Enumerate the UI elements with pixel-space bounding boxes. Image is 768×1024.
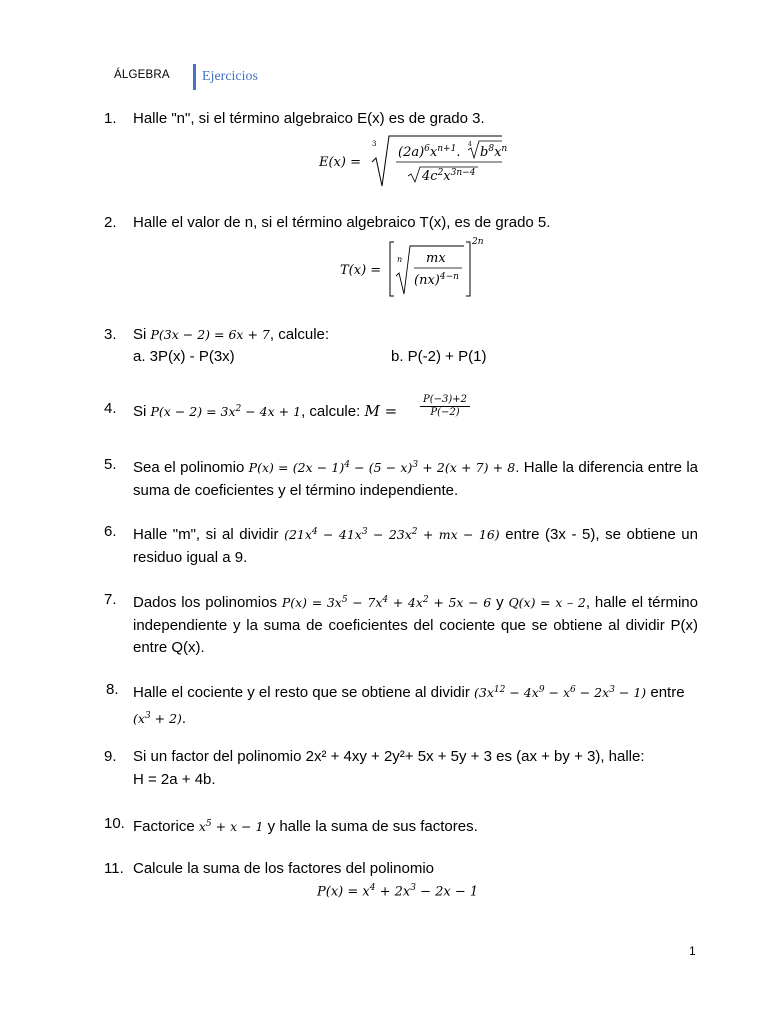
exercise-text-tail: entre (3x - 5), se obtiene un residuo igual a 9. xyxy=(133,526,698,566)
exercise-number: 2. xyxy=(104,214,117,231)
exercise-text-lead: Halle "m", si al dividir xyxy=(133,526,285,544)
exercise-3 xyxy=(104,324,698,365)
exercise-number: 10. xyxy=(104,815,125,832)
exercise-line-2: H = 2a + 4b. xyxy=(133,770,216,788)
exercise-text-tail: . Halle la diferencia entre la suma de coeficientes y el término independiente. xyxy=(133,459,698,499)
math-q: Q(x) = x – 2 xyxy=(508,595,586,611)
math-divisor: $(x^3 + 2)$ xyxy=(133,710,182,726)
exercise-number: 5. xyxy=(104,456,117,473)
header-section: Ejercicios xyxy=(202,69,258,84)
exercise-6 xyxy=(104,521,698,569)
exercise-number: 6. xyxy=(104,523,117,540)
exercise-4 xyxy=(104,398,698,424)
fraction-m: P(−3)+2 P(−2) xyxy=(420,394,470,418)
exercise-text-lead: Factorice xyxy=(133,818,199,836)
exercise-number: 8. xyxy=(106,681,119,698)
svg-text:b8xn: $b^8x^n$ xyxy=(480,144,508,160)
math-polynomial: $x^5 + x - 1$ xyxy=(198,819,264,835)
svg-text:3: 3 xyxy=(372,140,377,148)
exercise-7 xyxy=(104,589,698,660)
header-divider xyxy=(193,64,196,90)
svg-text:T(x) =: T(x) = xyxy=(340,263,382,278)
math-dividend: ($21x^4 - 41x^3 - 23x^2$ + mx − 16) xyxy=(284,527,500,543)
exercise-text-lead: Sea el polinomio xyxy=(133,459,249,477)
exercise-11 xyxy=(104,858,698,881)
exercise-text: Halle el valor de n, si el término algebraico T(x), es de grado 5. xyxy=(133,214,551,231)
exercise-text-lead: Si xyxy=(133,326,151,343)
math-p: $P(x) = 3x^5 - 7x^4 + 4x^2 + 5x - 6$ xyxy=(281,595,492,611)
exercise-number: 7. xyxy=(104,591,117,608)
exercise-number: 11. xyxy=(104,860,124,877)
exercise-number: 9. xyxy=(104,748,117,765)
header-subject: ÁLGEBRA xyxy=(114,69,170,81)
math-condition: P(3x − 2) = 6x + 7 xyxy=(150,327,270,342)
exercise-text-tail: . xyxy=(181,709,187,727)
svg-text:n: n xyxy=(397,255,403,264)
svg-text:(nx)4−n: (nx)$^{4-n}$ xyxy=(414,272,459,288)
svg-text:(2a)6xn+1.: $(2a)^6x^{n+1}$. xyxy=(398,144,461,160)
svg-text:2n: 2n xyxy=(472,237,484,247)
exercise-5 xyxy=(104,454,698,502)
exercise-9 xyxy=(104,746,698,791)
formula-p: $P(x) = x^4 + 2x^3 - 2x - 1$ xyxy=(317,883,479,900)
part-a: a. 3P(x) - P(3x) xyxy=(133,348,235,365)
exercise-number: 4. xyxy=(104,400,117,417)
svg-text:E(x) =: E(x) = xyxy=(319,155,361,170)
exercise-text-tail: y halle la suma de sus factores. xyxy=(263,818,478,836)
svg-text:mx: mx xyxy=(426,251,446,266)
exercise-2 xyxy=(104,212,698,235)
exercise-text-mid: entre xyxy=(646,684,685,702)
exercise-number: 1. xyxy=(104,110,117,127)
svg-text:4: 4 xyxy=(468,141,472,148)
exercise-text-lead: Dados los polinomios xyxy=(133,594,282,612)
exercise-text-mid: y xyxy=(491,594,509,612)
exercise-8 xyxy=(106,679,700,730)
math-polynomial: $P(x) = (2x - 1)^4 - (5 - x)^3 + 2(x + 7) + 8$ xyxy=(248,460,516,476)
svg-text:4c2x3n−4: $4c^2x^{3n-4}$ xyxy=(422,168,476,184)
formula-t xyxy=(338,236,488,300)
exercise-line-1: Si un factor del polinomio 2x² + 4xy + 2y²+ 5x + 5y + 3 es (ax + by + 3), halle: xyxy=(133,748,645,765)
math-condition: $P(x - 2) = 3x^2 - 4x + 1$ xyxy=(150,404,302,420)
exercise-10 xyxy=(104,813,698,839)
math-m: M = xyxy=(364,402,398,421)
exercise-text: Halle "n", si el término algebraico E(x) es de grado 3. xyxy=(133,110,485,127)
formula-e xyxy=(316,134,506,188)
exercise-text-tail: , halle el término independiente y la suma de coeficientes del cociente que se obtiene al dividir P(x) entre Q(x). xyxy=(133,594,698,657)
exercise-text-lead: Halle el cociente y el resto que se obtiene al dividir xyxy=(133,684,475,702)
exercise-1 xyxy=(104,108,698,131)
exercise-text: Calcule la suma de los factores del polinomio xyxy=(133,860,434,877)
math-dividend: $(3x^{12} - 4x^9 - x^6 - 2x^3 - 1)$ xyxy=(474,685,647,701)
exercise-text-tail: , calcule: xyxy=(301,403,365,421)
part-b: b. P(-2) + P(1) xyxy=(391,348,487,365)
page-number: 1 xyxy=(689,944,696,958)
exercise-text-lead: Si xyxy=(133,403,151,421)
exercise-number: 3. xyxy=(104,326,117,343)
exercise-text-tail: , calcule: xyxy=(269,326,330,343)
